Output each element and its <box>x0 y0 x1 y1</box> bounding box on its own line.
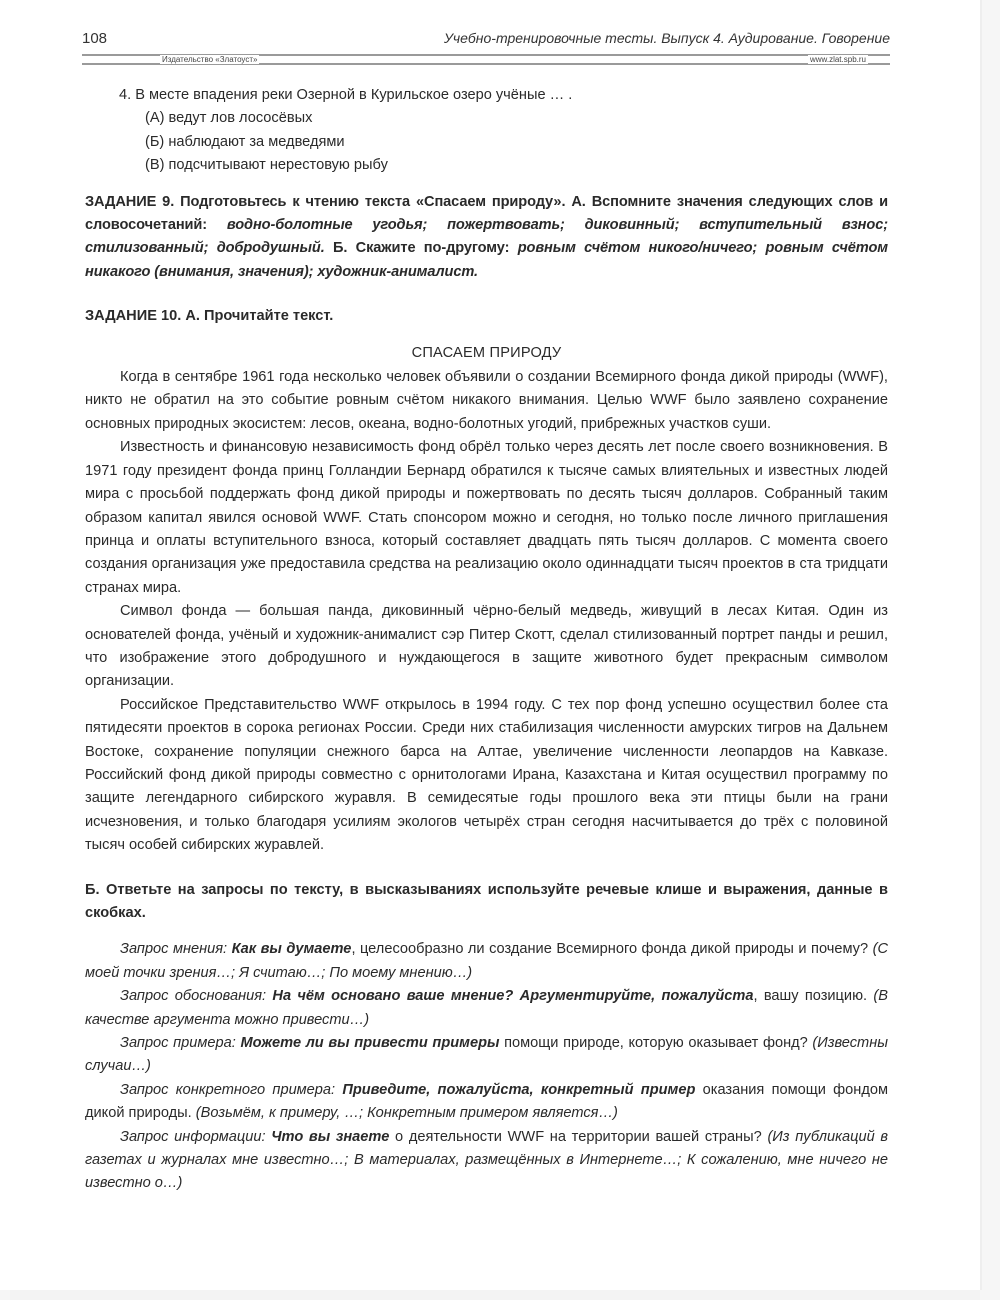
request-text: , целесообразно ли создание Всемирного фонда дикой природы и почему? <box>351 941 873 958</box>
task-9-label: ЗАДАНИЕ 9. <box>85 193 175 210</box>
request-concrete-example <box>85 1079 888 1126</box>
request-opinion <box>85 938 888 985</box>
text-paragraph-3: Символ фонда — большая панда, диковинный чёрно-белый медведь, живущий в лесах Китая. Один из основателей фонда, учёный и художник-анималист сэр Питер Скотт, сделал стилизованный портрет панды и решил, что изображение этого добродушного и нуждающегося в защите животного будет прекрасным символом организации. <box>85 603 888 690</box>
request-label: Запрос примера: <box>120 1035 241 1052</box>
request-hint: (Из публикаций в газетах и журналах мне известно…; В материалах, размещённых в Интернете…; К сожалению, мне ничего не известно о…) <box>85 1128 889 1192</box>
request-key-phrase: Как вы думаете <box>231 941 352 958</box>
page-header <box>82 30 890 50</box>
request-key-phrase: Приведите, пожалуйста, конкретный пример <box>342 1081 696 1098</box>
request-label: Запрос информации: <box>120 1128 272 1145</box>
request-label: Запрос мнения: <box>120 941 232 958</box>
request-hint: (Возьмём, к примеру, …; Конкретным примером является…) <box>195 1105 618 1122</box>
request-hint: (Известны случаи…) <box>85 1035 888 1075</box>
request-example <box>85 1032 888 1079</box>
task-9-intro: Подготовьтесь к чтению текста «Спасаем природу». А. Вспомните значения следующих слов и словосочетаний: <box>85 193 888 234</box>
text-paragraph-4: Российское Представительство WWF открылось в 1994 году. С тех пор фонд успешно осуществил более ста пятидесяти проектов в сорока регионах России. Среди них стабилизация численности амурских тигров на Дальнем Востоке, сохранение популяции снежного барса на Алтае, увеличение численности леопардов на Кавказе. Российский фонд дикой природы совместно с орнитологами Ирана, Казахстана и Китая осуществил программу по защите легендарного сибирского журавля. В семидесятые годы прошлого века эти птицы были на грани исчезновения, и только благодаря усилиям экологов четырёх стран сегодня насчитывается до трёх с половиной тысяч особей сибирских журавлей. <box>85 696 888 854</box>
publisher-url: www.zlat.spb.ru <box>809 55 866 64</box>
task-9-words-b: ровным счётом никого/ничего; ровным счётом никакого (внимания, значения); художник-анималист. <box>85 240 888 280</box>
request-hint: (В качестве аргумента можно привести…) <box>85 988 888 1028</box>
request-text: оказания помощи фондом дикой природы. <box>85 1081 888 1122</box>
request-key-phrase: Можете ли вы привести примеры <box>240 1035 500 1052</box>
task-b-instruction: Б. Ответьте на запросы по тексту, в высказываниях используйте речевые клише и выражения, данные в скобках. <box>85 881 888 921</box>
request-hint: (С моей точки зрения…; Я считаю…; По моему мнению…) <box>85 941 888 981</box>
request-information <box>85 1126 888 1196</box>
text-paragraph-1: Когда в сентябре 1961 года несколько человек объявили о создании Всемирного фонда дикой природы (WWF), никто не обратил на это событие ровным счётом никакого внимания. Целью WWF было заявлено сохранение основных природных экосистем: лесов, океана, водно-болотных угодий, прибрежных участков суши. <box>85 369 888 432</box>
request-key-phrase: На чём основано ваше мнение? Аргументируйте, пожалуйста <box>272 988 754 1005</box>
running-title: Учебно-тренировочные тесты. Выпуск 4. Аудирование. Говорение <box>443 30 890 46</box>
task-9-part-b: Б. Скажите по-другому: <box>324 240 518 257</box>
request-justification <box>85 985 888 1032</box>
publisher-name: Издательство «Златоуст» <box>162 55 258 64</box>
request-label: Запрос обоснования: <box>120 988 273 1005</box>
viewer-bottom-edge <box>10 1290 980 1300</box>
request-key-phrase: Что вы знаете <box>271 1128 390 1145</box>
text-title: СПАСАЕМ ПРИРОДУ <box>411 344 562 361</box>
request-text: помощи природе, которую оказывает фонд? <box>499 1035 813 1052</box>
request-text: о деятельности WWF на территории вашей страны? <box>389 1128 768 1145</box>
task-9 <box>85 191 888 285</box>
request-label: Запрос конкретного примера: <box>120 1081 343 1098</box>
question-4 <box>85 84 888 178</box>
header-rule <box>82 54 890 65</box>
option-a: (А) ведут лов лососёвых <box>145 110 313 127</box>
text-paragraph-2: Известность и финансовую независимость фонд обрёл только через десять лет после своего возникновения. В 1971 году президент фонда принц Голландии Бернард обратился к тысяче самых влиятельных и известных людей мира с просьбой поддержать фонд дикой природы и пожертвовать по десять тысяч долларов. Собранный таким образом капитал явился основой WWF. Стать спонсором можно и сегодня, но только после личного приглашения принца и оплаты вступительного взноса, который составляет двадцать пять тысяч долларов. С момента своего создания организация уже предоставила средства на реализацию около одиннадцати тысяч проектов в ста тридцати странах мира. <box>85 439 888 596</box>
task-9-words-a: водно-болотные угодья; пожертвовать; диковинный; вступительный взнос; стилизованный; добродушный. <box>85 217 888 257</box>
task-10-heading: ЗАДАНИЕ 10. А. Прочитайте текст. <box>85 308 334 325</box>
question-stem: 4. В месте впадения реки Озерной в Курильское озеро учёные … . <box>119 87 573 103</box>
option-c: (В) подсчитывают нерестовую рыбу <box>145 157 388 174</box>
request-text: , вашу позицию. <box>753 988 874 1005</box>
option-b: (Б) наблюдают за медведями <box>145 133 345 150</box>
page-number: 108 <box>82 30 108 47</box>
page-content <box>85 84 888 1196</box>
